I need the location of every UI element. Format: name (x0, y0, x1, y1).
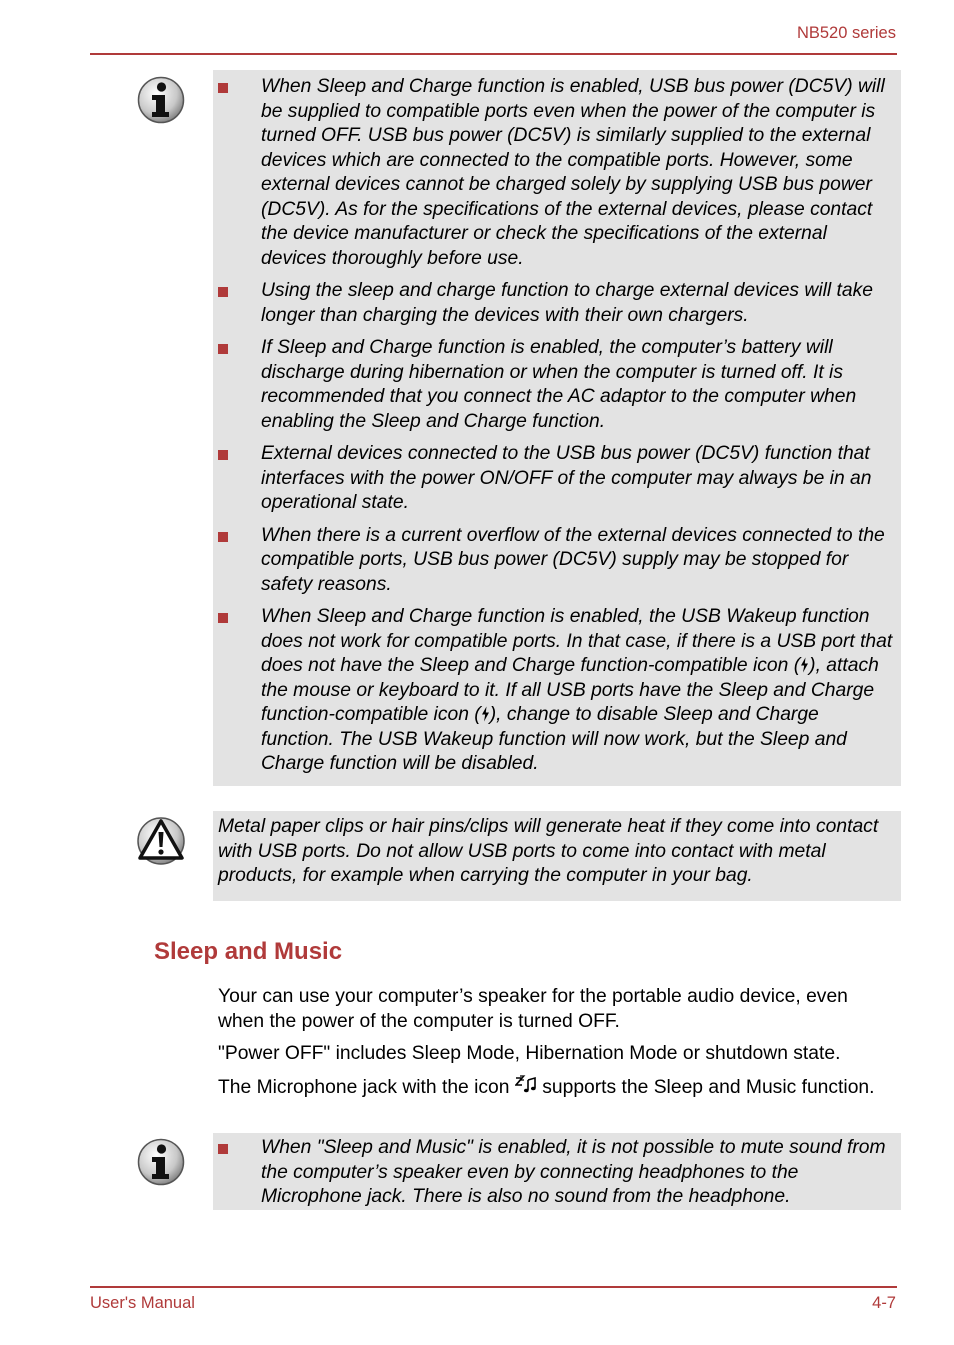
bullet-square-icon (218, 532, 228, 542)
note-text: When "Sleep and Music" is enabled, it is not possible to mute sound from the computer’s speaker even by connecting headphones to the Microphone jack. There is also no sound from the headphone. (261, 1137, 886, 1207)
note-text-part3: ), change to disable Sleep and Charge function. The USB Wakeup function will now work, but the Sleep and Charge function will be disabled. (261, 704, 847, 774)
footer-page-number: 4-7 (872, 1294, 896, 1312)
info-icon (137, 76, 185, 124)
note-item (213, 279, 895, 328)
caution-box (213, 811, 901, 901)
bullet-square-icon (218, 613, 228, 623)
section-heading: Sleep and Music (154, 938, 343, 965)
bullet-square-icon (218, 83, 228, 93)
warning-icon (137, 816, 185, 864)
note-text: External devices connected to the USB bus power (DC5V) function that interfaces with the power ON/OFF of the computer may always be in an operational state. (261, 443, 872, 513)
section-paragraph (218, 1075, 898, 1101)
bullet-square-icon (218, 344, 228, 354)
note-list (213, 75, 895, 777)
note-item (213, 605, 895, 777)
header-rule (90, 53, 897, 55)
footer-manual-title: User's Manual (90, 1294, 195, 1312)
note-text: When there is a current overflow of the external devices connected to the compatible ports, USB bus power (DC5V) supply may be stopped for safety reasons. (261, 524, 885, 595)
footer-rule (90, 1286, 897, 1288)
caution-text: Metal paper clips or hair pins/clips will generate heat if they come into contact with USB ports. Do not allow USB ports to come into contact with metal products, for example when carrying the computer in your bag. (218, 816, 879, 886)
note-item (213, 336, 895, 434)
sleep-and-music-icon (515, 1075, 537, 1095)
note-text-part2: ), attach the mouse or keyboard to it. If all USB ports have the Sleep and Charge function-compatible icon ( (261, 655, 879, 725)
sleep-and-charge-icon (800, 657, 809, 673)
bullet-square-icon (218, 450, 228, 460)
note-item (213, 1136, 895, 1210)
header-series: NB520 series (796, 24, 896, 42)
section-paragraph: "Power OFF" includes Sleep Mode, Hibernation Mode or shutdown state. (218, 1043, 841, 1064)
note-text: When Sleep and Charge function is enabled, USB bus power (DC5V) will be supplied to compatible ports even when the power of the computer is turned OFF. USB bus power (DC5V) is similarly supplied to the external devices which are connected to the compatible ports. However, some external devices cannot be charged solely by supplying USB bus power (DC5V). As for the specifications of the external devices, please contact the device manufacturer or check the specifications of the external devices thoroughly before use. (261, 76, 885, 269)
note-box-usb-sleep-charge (213, 70, 901, 786)
bullet-square-icon (218, 287, 228, 297)
note-text-part1: When Sleep and Charge function is enabled, the USB Wakeup function does not work for compatible ports. In that case, if there is a USB port that does not have the Sleep and Charge function-compatible icon ( (261, 606, 893, 676)
sleep-and-charge-icon (481, 706, 490, 722)
note-item (213, 524, 895, 598)
note-item (213, 442, 895, 516)
note-list (213, 1136, 895, 1210)
paragraph-text: The Microphone jack with the icon (218, 1077, 515, 1098)
bullet-square-icon (218, 1144, 228, 1154)
paragraph-text: supports the Sleep and Music function. (536, 1077, 875, 1098)
section-paragraph: Your can use your computer’s speaker for the portable audio device, even when the power of the computer is turned OFF. (218, 986, 848, 1032)
note-item (213, 75, 895, 271)
note-box-sleep-music (213, 1133, 901, 1210)
info-icon (137, 1138, 185, 1186)
note-text: If Sleep and Charge function is enabled, the computer’s battery will discharge during hibernation or when the computer is turned off. It is recommended that you connect the AC adaptor to the computer when enabling the Sleep and Charge function. (261, 337, 857, 432)
note-text: Using the sleep and charge function to charge external devices will take longer than charging the devices with their own chargers. (261, 280, 874, 326)
